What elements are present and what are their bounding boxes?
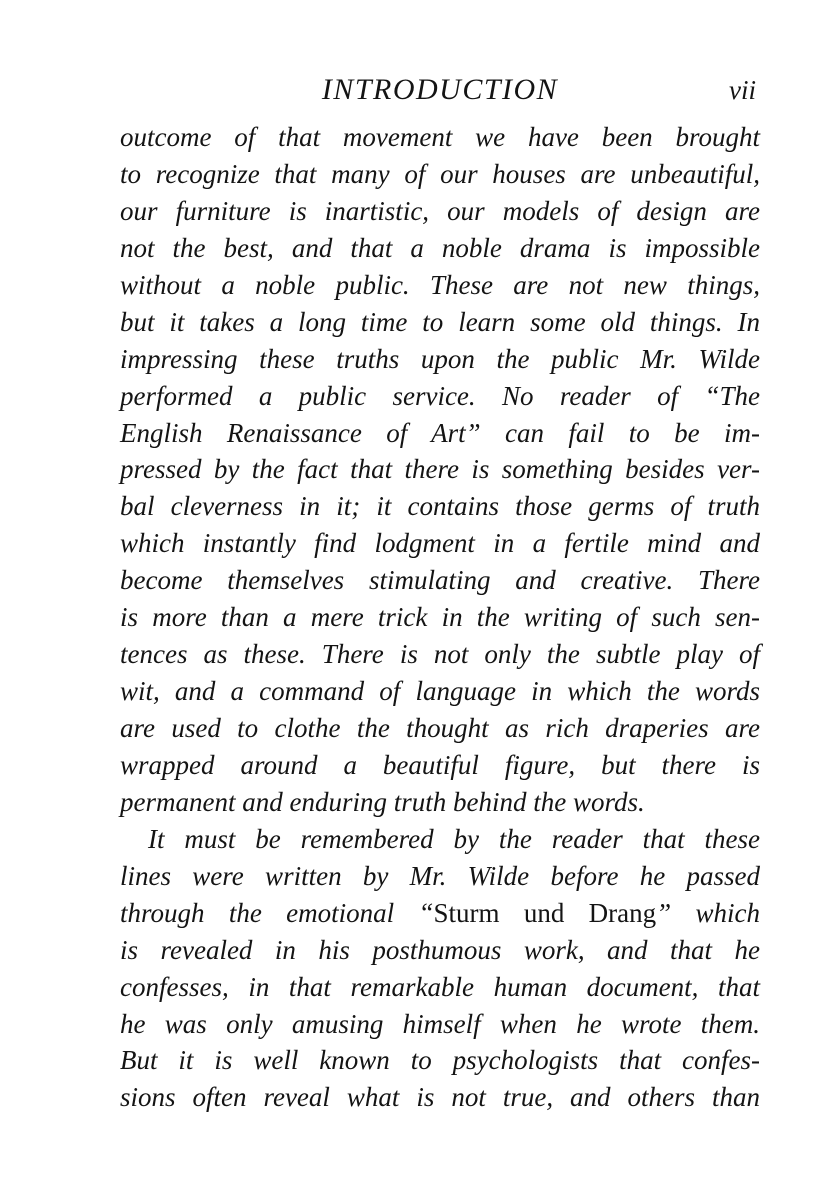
chapter-title: INTRODUCTION [321, 73, 559, 106]
text-line: is more than a mere trick in the writing of such sen- [120, 602, 760, 633]
text-span-italic: ” which [656, 897, 760, 928]
text-line: impressing these truths upon the public Mr. Wilde [120, 343, 760, 374]
text-line: But it is well known to psychologists that confes- [120, 1045, 760, 1076]
text-line: become themselves stimulating and creative. There [120, 565, 760, 596]
text-line-mixed [120, 895, 760, 932]
paragraph-2 [120, 821, 760, 1117]
text-line: to recognize that many of our houses are unbeautiful, [120, 158, 760, 189]
text-line: lines were written by Mr. Wilde before he passed [120, 860, 760, 891]
text-line: without a noble public. These are not new things, [120, 269, 760, 300]
text-line: permanent and enduring truth behind the words. [120, 786, 645, 817]
text-line: wrapped around a beautiful figure, but there is [120, 749, 760, 780]
text-line: sions often reveal what is not true, and others than [120, 1082, 760, 1113]
text-line: English Renaissance of Art” can fail to be im- [120, 417, 760, 448]
text-line: wit, and a command of language in which the words [120, 676, 760, 707]
text-line: performed a public service. No reader of “The [120, 380, 760, 411]
running-head [120, 70, 760, 110]
text-line: confesses, in that remarkable human document, that [120, 971, 760, 1002]
text-span-roman: Sturm und Drang [433, 897, 657, 928]
text-line: is revealed in his posthumous work, and that he [120, 934, 760, 965]
paragraph-1 [120, 119, 760, 821]
page-number: vii [729, 75, 756, 105]
text-line: which instantly find lodgment in a fertile mind and [120, 528, 760, 559]
text-line: bal cleverness in it; it contains those germs of truth [120, 491, 760, 522]
text-line: pressed by the fact that there is something besides ver- [120, 454, 760, 485]
text-line: outcome of that movement we have been brought [120, 122, 760, 152]
text-line: are used to clothe the thought as rich draperies are [120, 713, 760, 743]
text-line: our furniture is inartistic, our models of design are [120, 195, 760, 226]
body-text [120, 119, 760, 1116]
text-line: not the best, and that a noble drama is impossible [120, 232, 760, 263]
text-line: tences as these. There is not only the subtle play of [120, 639, 760, 670]
text-line: It must be remembered by the reader that these [148, 823, 760, 854]
text-span-italic: through the emotional “ [120, 897, 434, 928]
text-line: but it takes a long time to learn some old things. In [120, 306, 760, 337]
text-line: he was only amusing himself when he wrote them. [120, 1008, 760, 1039]
